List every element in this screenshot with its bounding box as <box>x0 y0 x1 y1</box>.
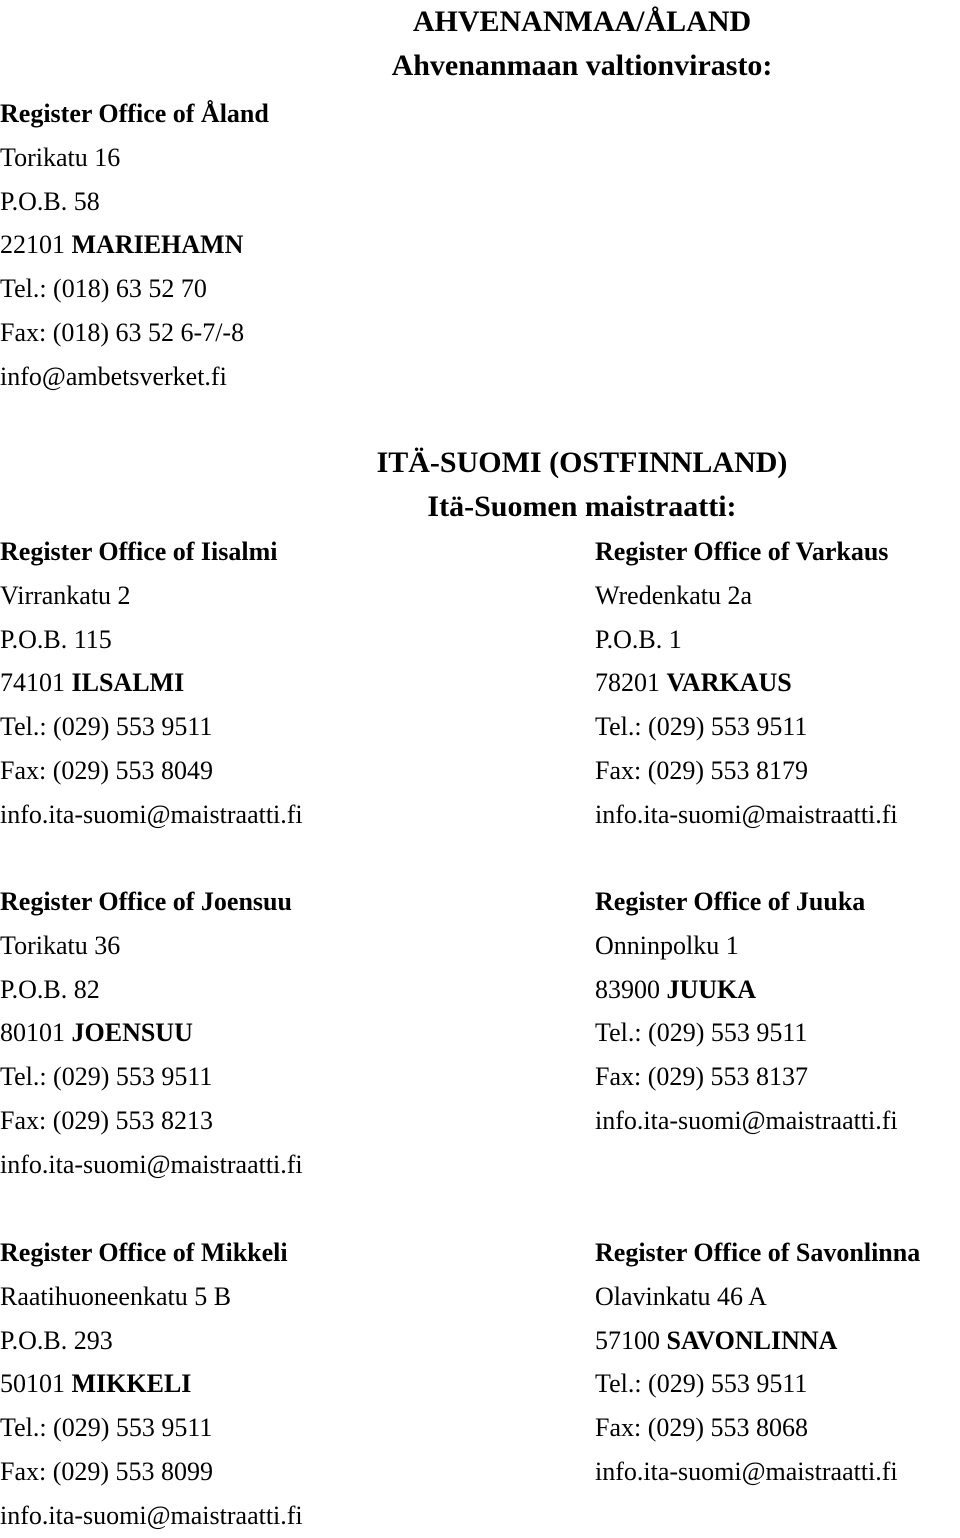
office-tel: Tel.: (029) 553 9511 <box>0 1413 213 1443</box>
office-email[interactable]: info.ita-suomi@maistraatti.fi <box>0 799 303 829</box>
office-postcode: 74101 <box>0 668 65 698</box>
office-street: Torikatu 16 <box>0 142 121 172</box>
office-card-juuka <box>595 880 898 1143</box>
office-tel: Tel.: (029) 553 9511 <box>0 712 213 742</box>
region-title: AHVENANMAA/ÅLAND <box>412 5 752 38</box>
office-name: Register Office of Varkaus <box>595 537 889 566</box>
office-email[interactable]: info.ita-suomi@maistraatti.fi <box>595 1456 898 1486</box>
office-postal <box>0 1011 303 1055</box>
office-card-mikkeli <box>0 1231 303 1538</box>
office-postal <box>595 661 898 705</box>
office-street: Wredenkatu 2a <box>595 580 753 610</box>
office-pob: P.O.B. 82 <box>0 974 100 1004</box>
office-postcode: 50101 <box>0 1369 65 1399</box>
office-card-varkaus <box>595 530 898 837</box>
region-title: ITÄ-SUOMI (OSTFINNLAND) <box>376 446 788 479</box>
office-postal <box>0 1362 303 1406</box>
office-postcode: 57100 <box>595 1325 660 1355</box>
office-pob: P.O.B. 293 <box>0 1325 113 1355</box>
office-name: Register Office of Joensuu <box>0 887 292 916</box>
office-name: Register Office of Juuka <box>595 887 866 916</box>
office-tel: Tel.: (029) 553 9511 <box>595 1369 808 1399</box>
office-fax: Fax: (029) 553 8099 <box>0 1456 214 1486</box>
office-pob: P.O.B. 58 <box>0 186 100 216</box>
office-postal <box>0 661 303 705</box>
office-postcode: 80101 <box>0 1018 65 1048</box>
office-street: Onninpolku 1 <box>595 930 739 960</box>
office-card-aland <box>0 92 269 399</box>
office-tel: Tel.: (029) 553 9511 <box>595 1018 808 1048</box>
office-pob: P.O.B. 1 <box>595 624 682 654</box>
authority-title: Itä-Suomen maistraatti: <box>427 490 737 523</box>
office-city: VARKAUS <box>666 668 792 698</box>
office-street: Raatihuoneenkatu 5 B <box>0 1281 232 1311</box>
region-heading-aland <box>300 0 864 88</box>
office-postcode: 78201 <box>595 668 660 698</box>
office-fax: Fax: (029) 553 8068 <box>595 1413 809 1443</box>
office-card-savonlinna <box>595 1231 920 1494</box>
office-email[interactable]: info.ita-suomi@maistraatti.fi <box>595 1105 898 1135</box>
office-city: JOENSUU <box>71 1018 193 1048</box>
office-city: JUUKA <box>666 974 757 1004</box>
office-tel: Tel.: (029) 553 9511 <box>0 1062 213 1092</box>
office-card-joensuu <box>0 880 303 1187</box>
office-street: Olavinkatu 46 A <box>595 1281 767 1311</box>
office-city: MIKKELI <box>71 1369 192 1399</box>
office-fax: Fax: (029) 553 8137 <box>595 1062 809 1092</box>
office-street: Virrankatu 2 <box>0 580 131 610</box>
office-tel: Tel.: (029) 553 9511 <box>595 712 808 742</box>
office-name: Register Office of Åland <box>0 99 269 128</box>
region-heading-ita-suomi <box>300 441 864 529</box>
office-tel: Tel.: (018) 63 52 70 <box>0 274 207 304</box>
office-postal <box>595 1319 920 1363</box>
office-name: Register Office of Mikkeli <box>0 1238 288 1267</box>
office-city: SAVONLINNA <box>666 1325 838 1355</box>
office-postcode: 83900 <box>595 974 660 1004</box>
office-fax: Fax: (029) 553 8049 <box>0 755 214 785</box>
office-email[interactable]: info.ita-suomi@maistraatti.fi <box>0 1500 303 1530</box>
office-card-iisalmi <box>0 530 303 837</box>
authority-title: Ahvenanmaan valtionvirasto: <box>391 49 773 82</box>
office-pob: P.O.B. 115 <box>0 624 112 654</box>
office-fax: Fax: (018) 63 52 6-7/-8 <box>0 317 245 347</box>
office-postal <box>595 968 898 1012</box>
office-fax: Fax: (029) 553 8213 <box>0 1105 214 1135</box>
office-street: Torikatu 36 <box>0 930 121 960</box>
office-city: ILSALMI <box>71 668 185 698</box>
office-email[interactable]: info.ita-suomi@maistraatti.fi <box>0 1149 303 1179</box>
office-postal <box>0 223 269 267</box>
office-email[interactable]: info.ita-suomi@maistraatti.fi <box>595 799 898 829</box>
office-fax: Fax: (029) 553 8179 <box>595 755 809 785</box>
office-email[interactable]: info@ambetsverket.fi <box>0 361 227 391</box>
office-name: Register Office of Savonlinna <box>595 1238 921 1267</box>
office-postcode: 22101 <box>0 230 65 260</box>
office-name: Register Office of Iisalmi <box>0 537 278 566</box>
office-city: MARIEHAMN <box>71 230 244 260</box>
